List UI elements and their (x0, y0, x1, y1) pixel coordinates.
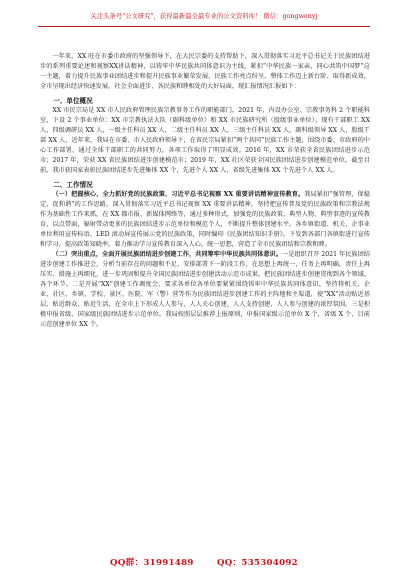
section-heading-unit-overview: 一、单位概况 (53, 97, 93, 105)
footer-qq[interactable]: QQ：535304092 (216, 558, 298, 568)
section-heading-work-status: 二、工作情况 (53, 181, 93, 189)
work-item-2-text: 一是组织召开 2021 年民族团结进步创建工作推进会，分析当前存在的问题和不足，安排部署下一阶段工作，在思想上再统一、任务上再明确，责任上再压实、措施上再细化，进一步巩固和提升全国民族团结进步创建活动示范市成果，把民族团结进步创建贯彻到各个领域、各个环节。二是开展“XX”创建工作调度会，要求各单位各单位要紧紧围绕铸牢中华民族共同体意识，坚持将机关、企业、社区、乡镇、学校、景区、医院、军（警）营等作为民族团结进步创建工作的主阵地和主渠道，使“XX”活动贴近基层、贴近群众，贴近生活，在全市上下形成人人参与、人人关心创建，人人支持创建，人人参与创建的浓厚氛围。三是积极申报省级、国家级民族团结进步示范单位。我局按照层层推荐上报原则，申报国家级示范单位 X 个，省级 X 个，目前示范创建单位 XX 个。 (40, 251, 370, 328)
footer-contact (0, 556, 408, 568)
footer-qq-group[interactable]: QQ群：31991489 (110, 558, 194, 568)
header-divider (38, 26, 370, 27)
work-item-1-text: 我局紧扣“强管理、保稳定、促和谐”的工作思路，深入贯彻落实习近平总书记视察 XX 重要讲话精神，坚持把宣传普及党的民族政策和宗教法规作为基础性工作来抓，在 XX 都市报、新媒体网络等，通过多种形式，加强党的民族政策、典型人物、典型事迹的宣传教育，以点带面，辐射带动更多的民族团结进步示范单位和模范个人，不断提升整体创建水平。各乡镇街道、机关、企事业单位利用宣传标语、LED 滚动屏宣传展示党的民族政策，同时编印《民族团结知识手册》，下发到各部门各镇街进行宣传和学习，提高政策知晓率，着力推动学习宣传教育深入人心，统一思想，营造了全市民族团结和宗教和睦。 (40, 191, 370, 248)
work-item-2 (40, 250, 370, 330)
work-item-2-title: （二）突出重点，全面开展民族团结进步创建工作，共同筹牢中华民族共同体意识。 (52, 251, 283, 258)
unit-overview-paragraph: XX 市民宗局是 XX 市人民政府管理民族宗教事务工作的职能部门。2021 年，内设办公室、宗教事务科 2 个职能科室，下设 2 个事业单位：XX 市宗教执法大队（副科级单位）和 XX 市民族研究所（股级事业单位）。现有干部职工 XX 人，四级调研员 XX 人，一级主任科员 XX 人，二级主任科员 XX 人，三级主任科员 XX 人，副科级领导 XX 人，股级干部 XX 人、近年来，我局在市委、市人民政府领导下，在省民宗局紧扣“两个共同”民族工作主题，围绕市委、市政府的中心工作部署，通过全体干部职工的共同努力，各项工作取得了明显成效。2016 年，XX 市荣获全省民族团结进步示范市；2017 年，荣获 XX 省民族团结进步创建模范市；2019 年，XX 社区荣获全国民族团结进步创建模范单位。截至目前，我市获国家表彰民族团结进步先进集体 XX 个，先进个人 XX 人，省级先进集体 XX 个先进个人 XX 人。 (40, 107, 370, 174)
document-body (40, 52, 370, 330)
work-item-1-title: （一）把握核心，全力抓好党的民族政策、习近平总书记视察 XX 重要讲话精神宣传教育。 (52, 191, 305, 198)
header-banner[interactable]: 关注头条号"公文研究"，获得最新最全最专业的公文资料库！ 微信：gongwenyj (90, 13, 318, 20)
work-item-1 (40, 190, 370, 250)
intro-paragraph: 一年来，XX 旺在市委市政府的坚强领导下，在大民宗委的支持帮助下，深入贯彻落实习近平总书记关于民族团结进步的系列重要论述和视察XX讲话精神，以铸牢中华民族共同体意识为主线，紧扣“中华民族一家亲，同心共筑中国梦”这一主题，着力提升民族事业团结进步和提升民族事业繁荣发展，民族工作亮点纷呈，整体工作迈上新台阶、取得新成效，全市呈现出经济快速发展、社会全面进步、各民族和睦相处的大好局面。现汇报情况汇报如下： (40, 53, 370, 90)
